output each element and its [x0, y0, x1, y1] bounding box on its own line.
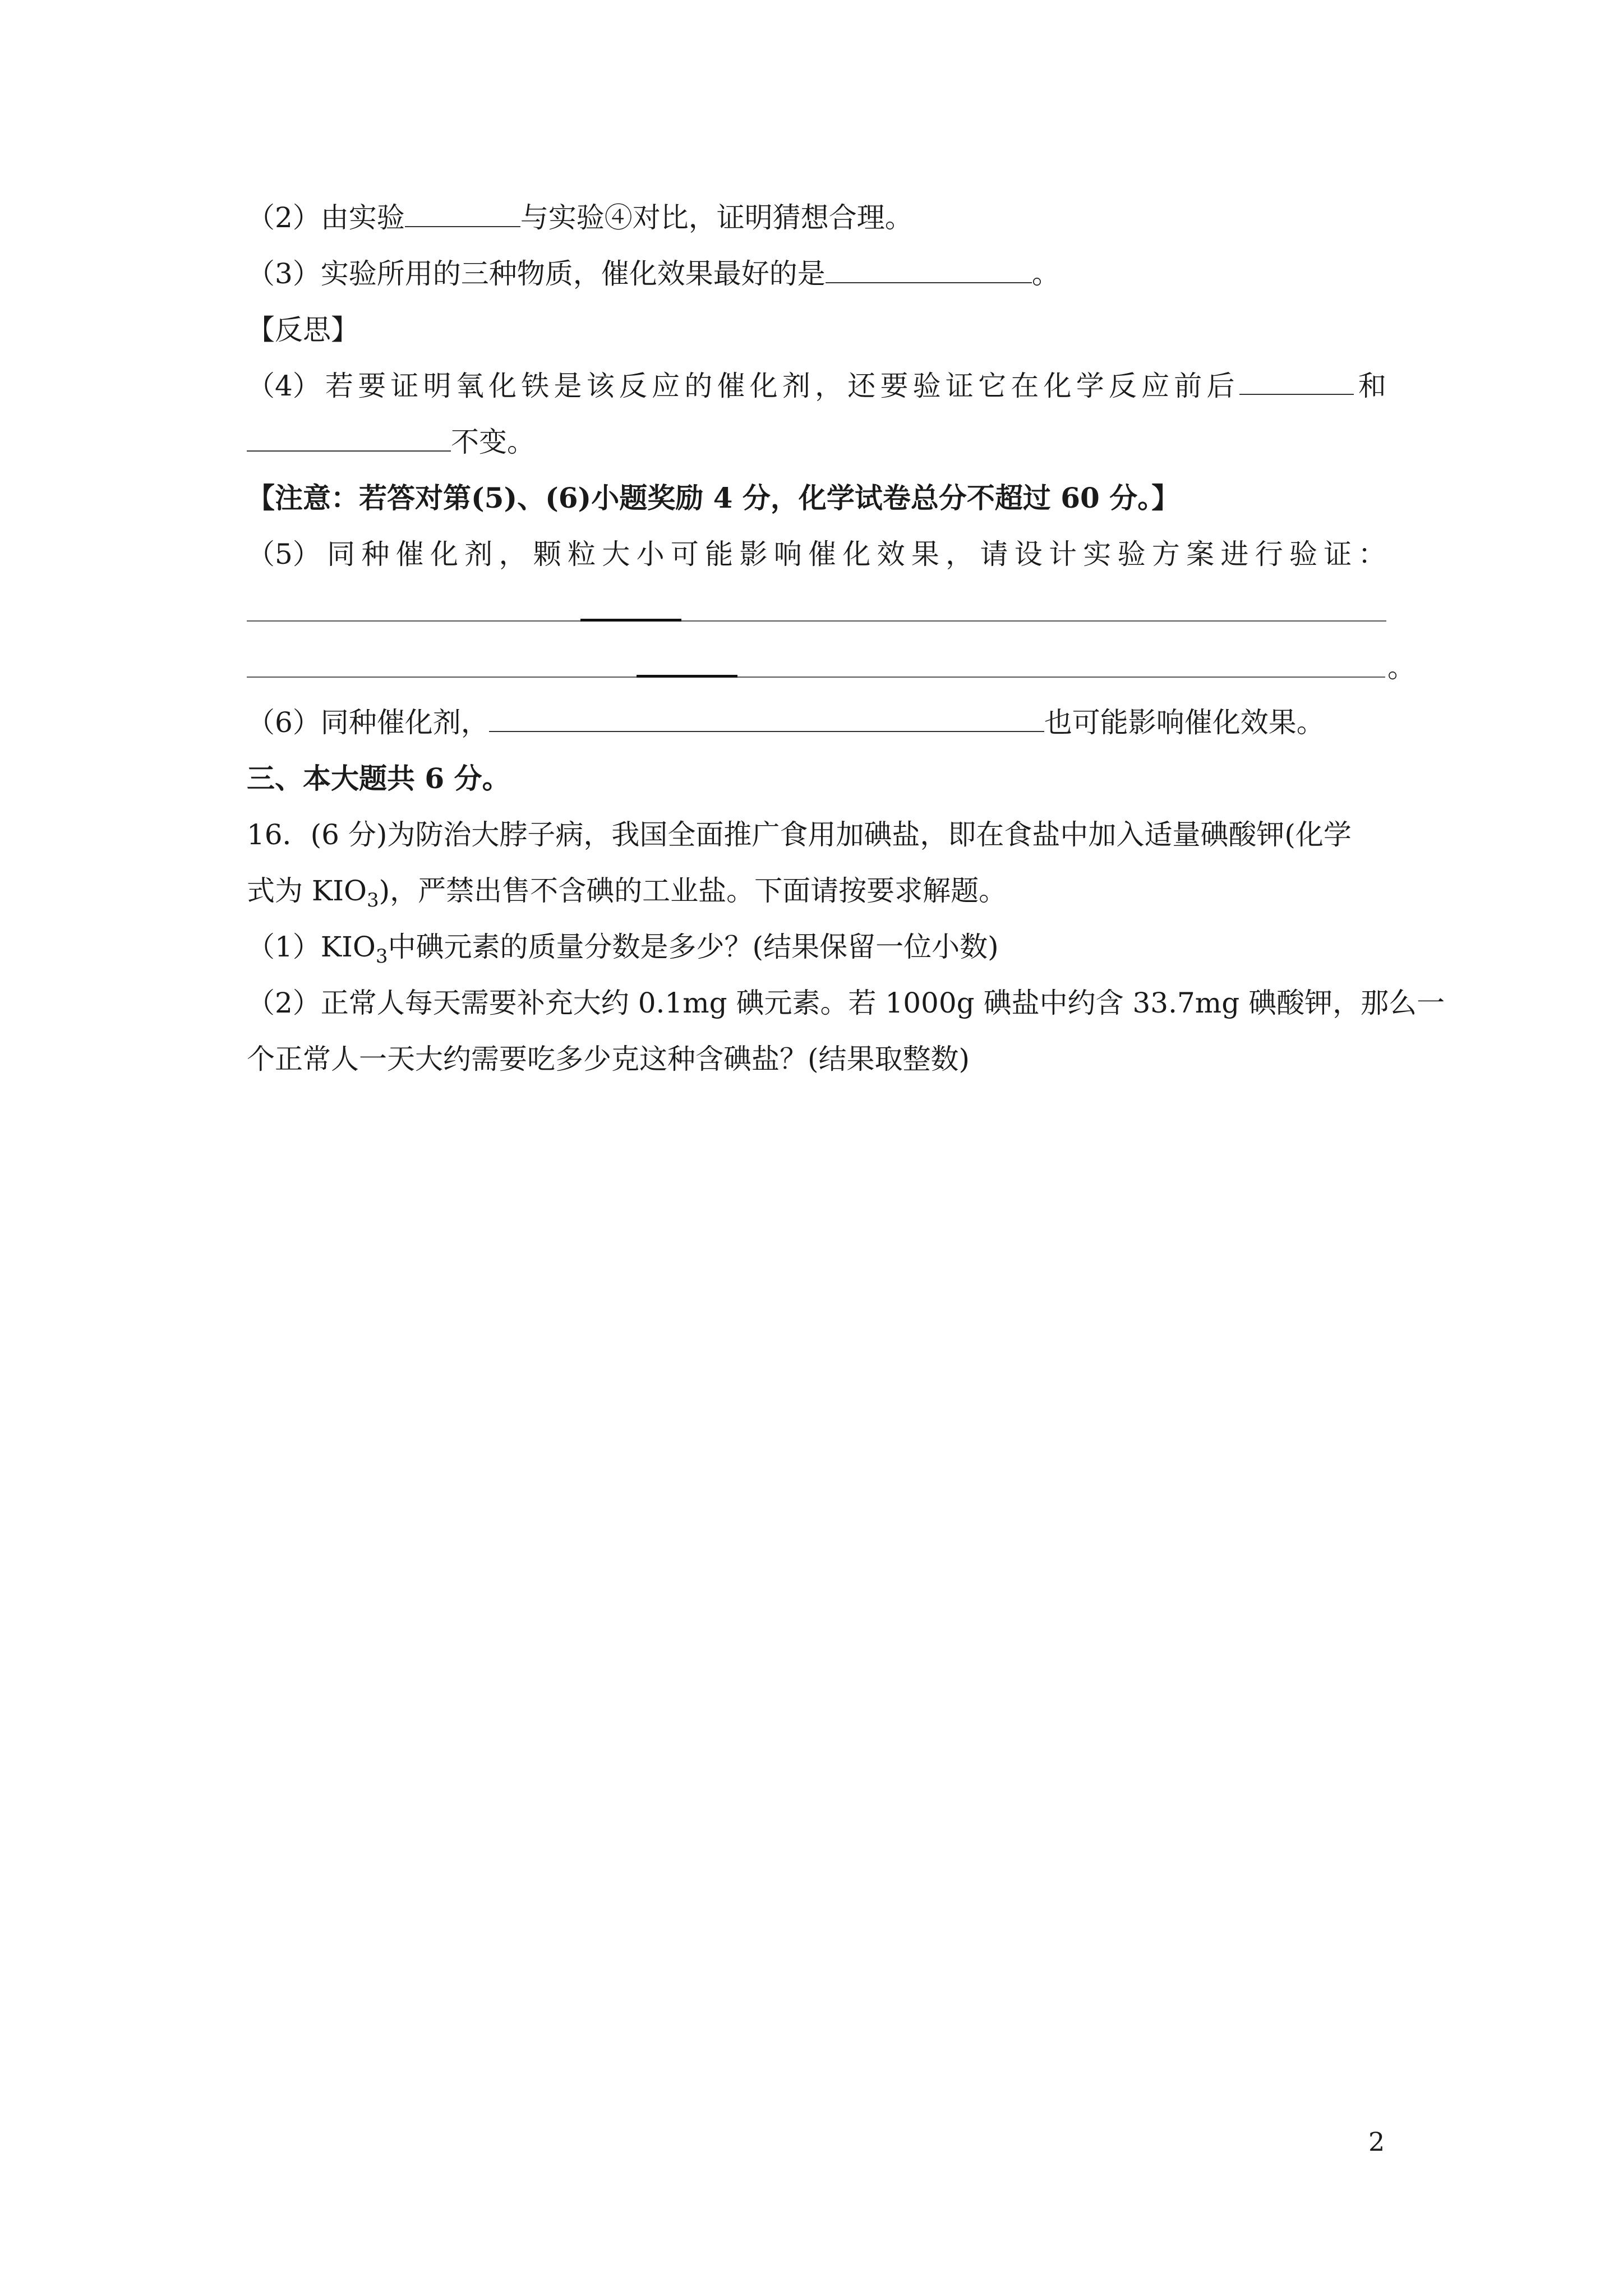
- question-5-char: 种: [361, 538, 390, 570]
- question-5-char: 同: [327, 538, 356, 570]
- question-4-char: 证: [390, 370, 419, 402]
- question-5-end-mark: 。: [1387, 651, 1415, 684]
- question-5-char: 颗: [533, 538, 561, 570]
- question-4-char: 还: [847, 370, 876, 402]
- question-16-sub-2-line-2: 个正常人一天大约需要吃多少克这种含碘盐？(结果取整数): [247, 1043, 970, 1075]
- question-4-char: 化: [749, 370, 778, 402]
- question-6-line: [247, 706, 1325, 739]
- question-5-char: 实: [1083, 538, 1112, 570]
- question-4-char: 反: [1108, 370, 1137, 402]
- page-number: 2: [1368, 2127, 1385, 2157]
- question-2-prefix: （2）由实验: [247, 201, 405, 234]
- question-5-char: ：: [1358, 538, 1386, 570]
- question-4-char: 化: [1043, 370, 1072, 402]
- question-5-char: 果: [911, 538, 939, 570]
- question-16-sub-1-sub: 3: [375, 945, 388, 968]
- question-4-char: ，: [815, 370, 843, 402]
- question-5-char: 计: [1049, 538, 1077, 570]
- section-3-heading: 三、本大题共 6 分。: [247, 762, 510, 795]
- question-5-char: 设: [1014, 538, 1043, 570]
- question-5-char: 能: [705, 538, 734, 570]
- question-4-char: 应: [1141, 370, 1170, 402]
- question-4-char: 催: [717, 370, 745, 402]
- question-5-answer-line-1[interactable]: [247, 620, 1386, 622]
- question-4-char: 应: [652, 370, 680, 402]
- question-5-char: ，: [946, 538, 974, 570]
- question-4-char: 学: [1076, 370, 1104, 402]
- question-5-char: 请: [980, 538, 1008, 570]
- question-3-line: [247, 257, 1060, 291]
- question-4-char: 剂: [782, 370, 810, 402]
- question-4-char: 氧: [455, 370, 484, 402]
- question-3-prefix: （3）实验所用的三种物质，催化效果最好的是: [247, 257, 826, 290]
- question-5-char: 剂: [464, 538, 493, 570]
- question-5-char: 催: [395, 538, 424, 570]
- question-16-line-1: 16．(6 分)为防治大脖子病，我国全面推广食用加碘盐，即在食盐中加入适量碘酸钾(化学: [247, 818, 1352, 851]
- question-4-blank-2[interactable]: [247, 426, 451, 452]
- question-4-char: 它: [978, 370, 1007, 402]
- question-3-suffix: 。: [1031, 257, 1060, 290]
- question-5-char: 粒: [568, 538, 596, 570]
- reflection-heading: 【反思】: [247, 314, 359, 346]
- question-16-sub-2-line-1: （2）正常人每天需要补充大约 0.1mg 碘元素。若 1000g 碘盐中约含 33.7mg 碘酸钾，那么一: [247, 987, 1445, 1019]
- question-4-char: 后: [1206, 370, 1235, 402]
- question-4-char: （4）: [247, 370, 321, 402]
- question-16-sub-1: [247, 930, 999, 968]
- question-5-char: 大: [602, 538, 630, 570]
- question-5-answer-mark-2: [637, 675, 737, 678]
- question-5-char: （5）: [247, 538, 321, 570]
- question-4-line-1: [247, 369, 1386, 403]
- question-16-line-2: [247, 874, 1007, 912]
- question-4-char: 要: [880, 370, 909, 402]
- question-4-char: 验: [912, 370, 941, 402]
- question-4-char: 明: [423, 370, 451, 402]
- question-2-blank[interactable]: [405, 201, 520, 227]
- question-4-suffix: 不变。: [451, 426, 535, 458]
- question-4-line-1-end: 和: [1358, 370, 1386, 402]
- question-5-char: 验: [1289, 538, 1317, 570]
- question-5-char: 响: [773, 538, 802, 570]
- question-4-char: 前: [1174, 370, 1202, 402]
- question-5-char: ，: [499, 538, 527, 570]
- question-4-char: 化: [488, 370, 517, 402]
- bonus-note: 【注意：若答对第(5)、(6)小题奖励 4 分，化学试卷总分不超过 60 分。】: [247, 481, 1180, 514]
- question-3-blank[interactable]: [826, 257, 1032, 283]
- question-4-char: 反: [619, 370, 647, 402]
- question-5-char: 可: [670, 538, 699, 570]
- question-5-char: 化: [842, 538, 871, 570]
- question-5-char: 案: [1186, 538, 1215, 570]
- question-16-line-2-sub: 3: [367, 889, 379, 912]
- question-6-prefix: （6）同种催化剂，: [247, 706, 489, 739]
- question-4-char: 在: [1011, 370, 1039, 402]
- question-6-blank[interactable]: [489, 706, 1044, 732]
- question-5-char: 效: [877, 538, 905, 570]
- question-5-char: 影: [739, 538, 768, 570]
- question-5-char: 验: [1117, 538, 1146, 570]
- question-4-char: 该: [586, 370, 615, 402]
- question-6-suffix: 也可能影响催化效果。: [1044, 706, 1325, 739]
- question-5-line: [247, 537, 1386, 571]
- question-4-char: 铁: [521, 370, 550, 402]
- question-4-char: 的: [684, 370, 713, 402]
- question-16-sub-1-post: 中碘元素的质量分数是多少？(结果保留一位小数): [388, 931, 999, 963]
- question-5-char: 催: [808, 538, 837, 570]
- question-5-char: 化: [430, 538, 458, 570]
- question-5-answer-mark-1: [580, 619, 681, 622]
- question-4-char: 证: [945, 370, 974, 402]
- question-5-char: 行: [1255, 538, 1283, 570]
- question-4-char: 是: [554, 370, 582, 402]
- question-16-line-2-pre: 式为 KIO: [247, 875, 367, 907]
- question-4-char: 要: [358, 370, 386, 402]
- question-5-char: 小: [636, 538, 665, 570]
- question-4-blank-1[interactable]: [1239, 369, 1354, 395]
- question-16-line-2-post: )，严禁出售不含碘的工业盐。下面请按要求解题。: [379, 875, 1007, 907]
- question-2-suffix: 与实验④对比，证明猜想合理。: [520, 201, 913, 234]
- question-4-line-2: [247, 425, 535, 459]
- question-16-sub-1-pre: （1）KIO: [247, 931, 376, 963]
- question-5-answer-line-2[interactable]: [247, 677, 1385, 678]
- question-4-char: 若: [325, 370, 354, 402]
- question-5-char: 方: [1151, 538, 1180, 570]
- question-5-char: 进: [1220, 538, 1249, 570]
- question-2-line: [247, 201, 913, 234]
- question-5-char: 证: [1324, 538, 1352, 570]
